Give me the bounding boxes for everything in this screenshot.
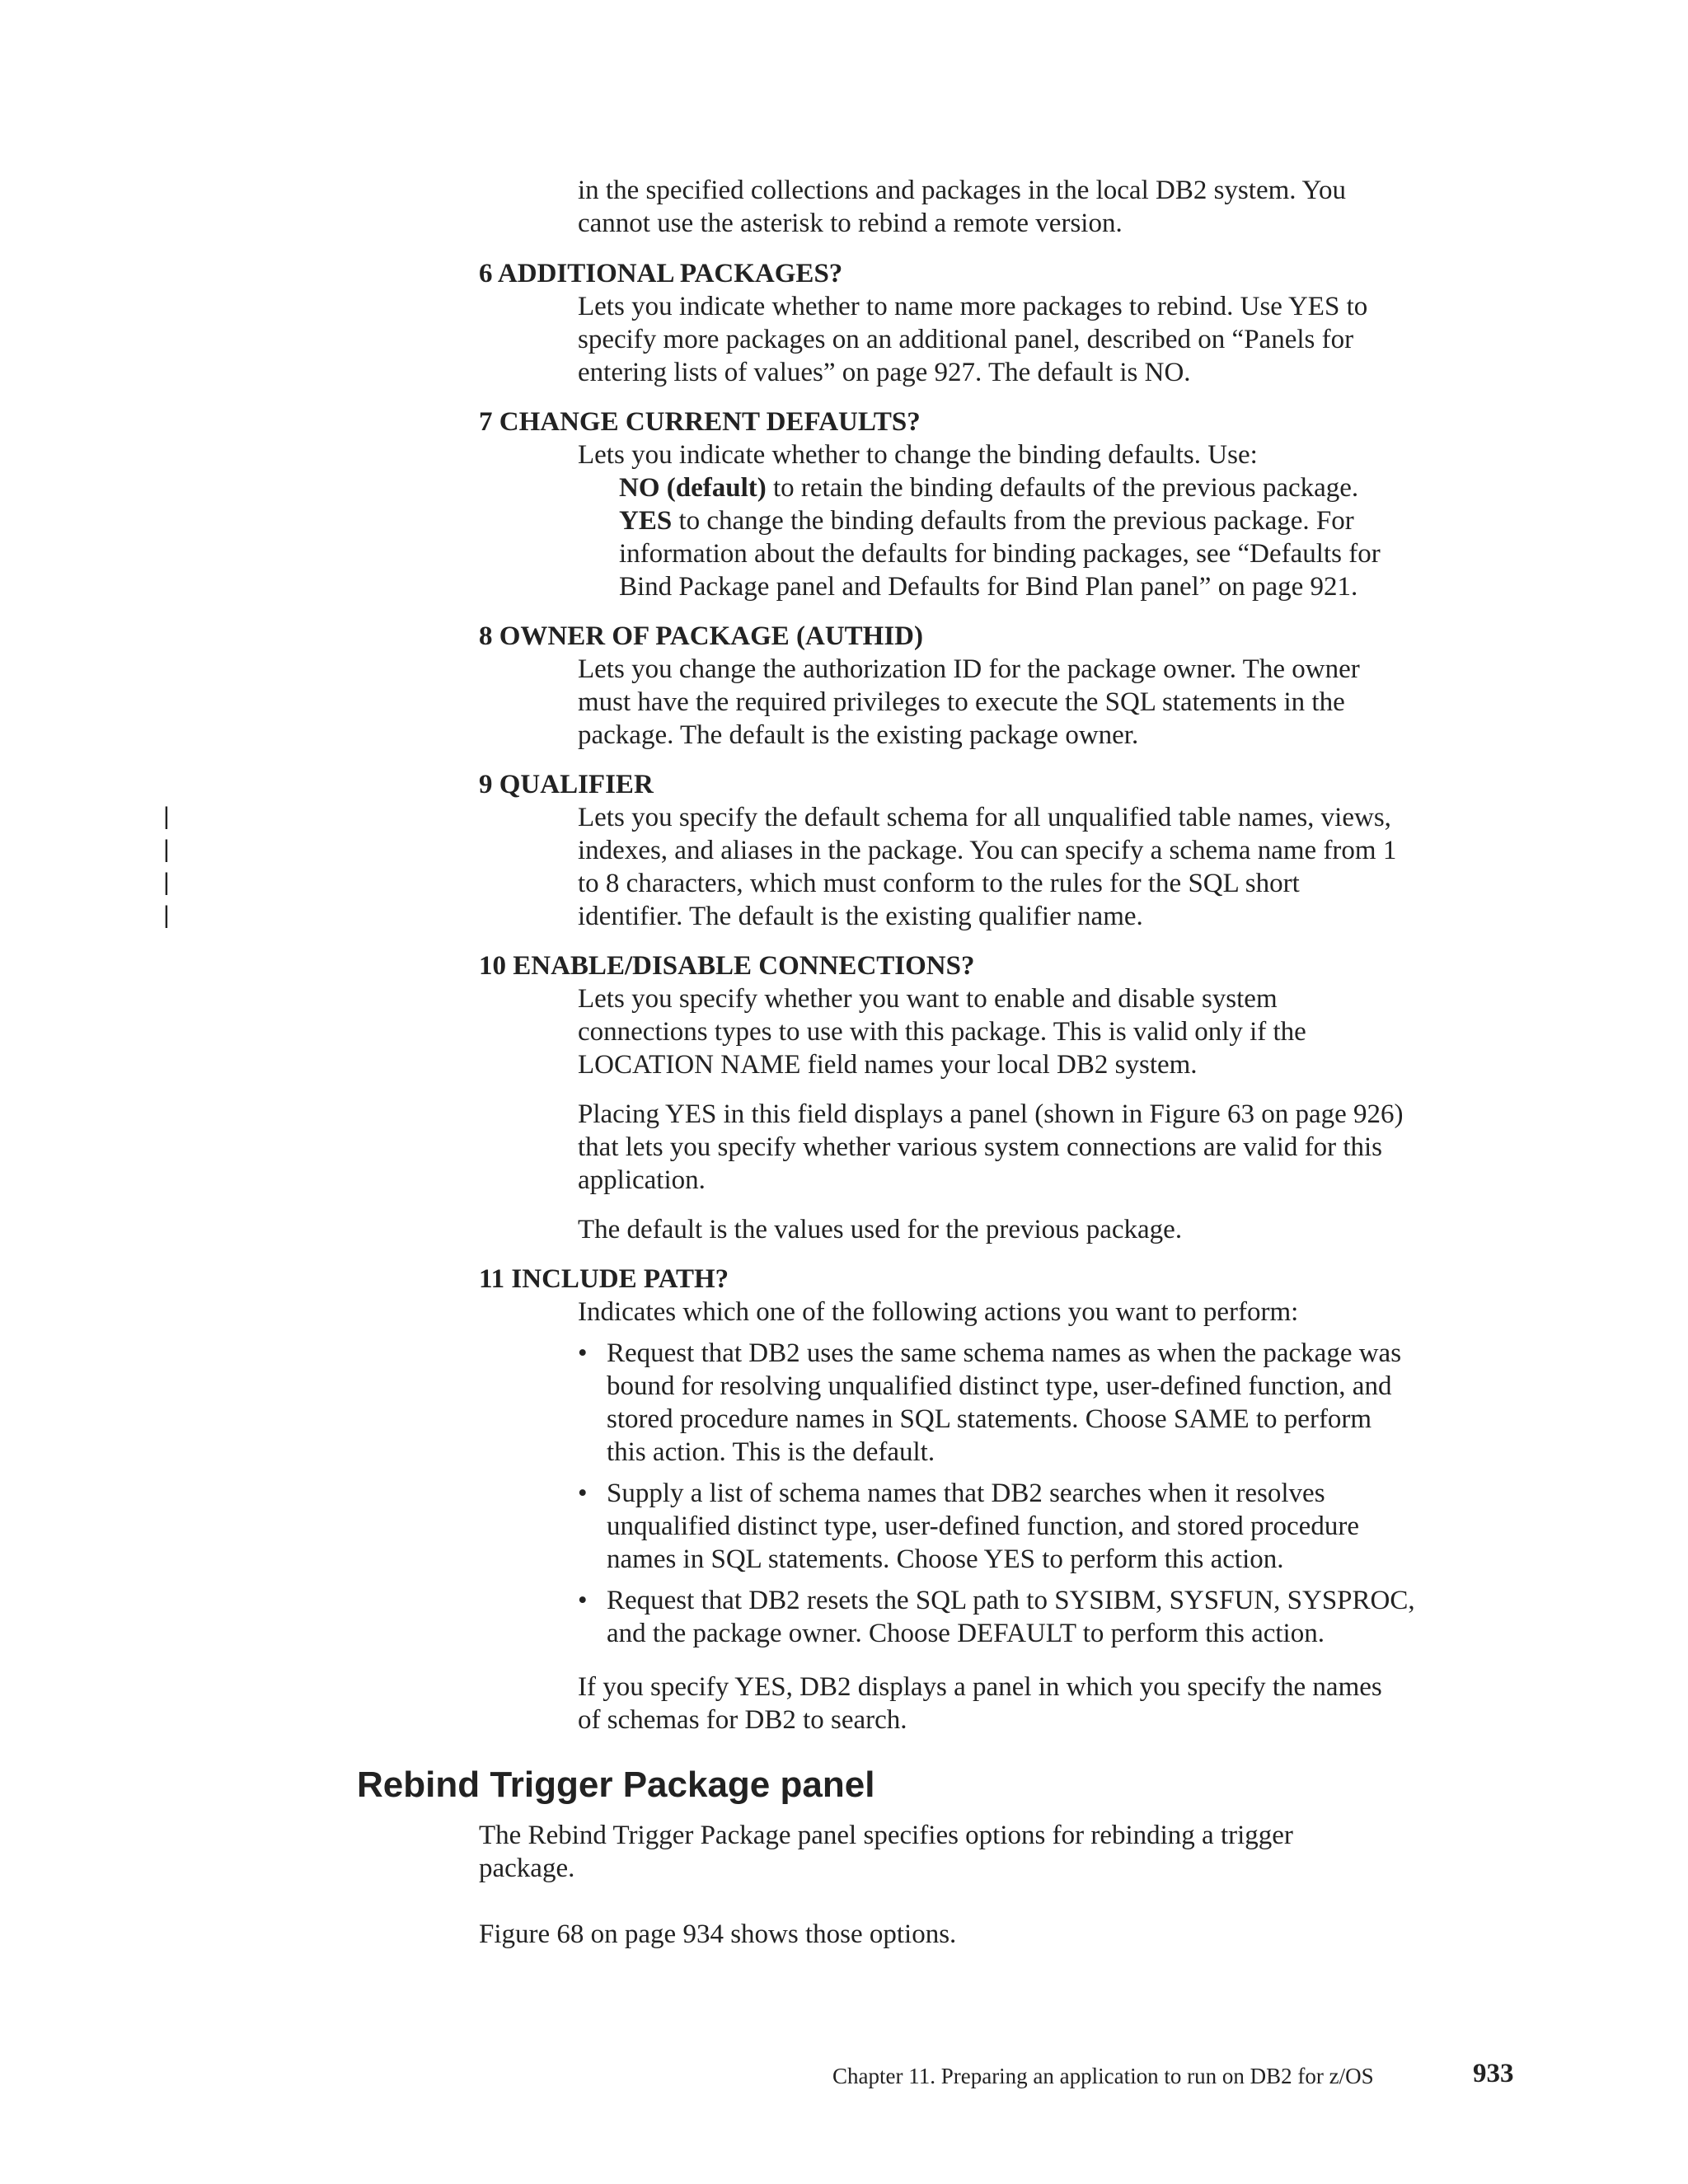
page-number: 933 bbox=[1473, 2059, 1514, 2088]
definition-line: Lets you indicate whether to change the binding defaults. Use: bbox=[578, 440, 1258, 470]
intro-line: in the specified collections and packages in the local DB2 system. You bbox=[578, 176, 1347, 205]
option-text-line: Bind Package panel and Defaults for Bind Plan panel” on page 921. bbox=[619, 572, 1358, 602]
definition-line: specify more packages on an additional panel, described on “Panels for bbox=[578, 325, 1354, 354]
definition-line: to 8 characters, which must conform to the rules for the SQL short bbox=[578, 869, 1300, 898]
definition-line: Placing YES in this field displays a panel (shown in Figure 63 on page 926) bbox=[578, 1099, 1404, 1129]
definition-line: Indicates which one of the following actions you want to perform: bbox=[578, 1297, 1299, 1327]
bullet-marker: • bbox=[578, 1479, 588, 1508]
term-change-current-defaults: 7 CHANGE CURRENT DEFAULTS? bbox=[479, 407, 921, 437]
term-owner-of-package: 8 OWNER OF PACKAGE (AUTHID) bbox=[479, 621, 923, 651]
option-no-line bbox=[619, 471, 1526, 504]
option-text: to change the binding defaults from the previous package. For bbox=[672, 506, 1354, 536]
term-enable-disable-connections: 10 ENABLE/DISABLE CONNECTIONS? bbox=[479, 951, 975, 981]
bullet-marker: • bbox=[578, 1338, 588, 1368]
bullet-line: names in SQL statements. Choose YES to perform this action. bbox=[607, 1544, 1284, 1574]
change-bar: | bbox=[163, 836, 170, 863]
definition-line: The default is the values used for the previous package. bbox=[578, 1215, 1183, 1244]
section-heading: Rebind Trigger Package panel bbox=[357, 1765, 875, 1805]
section-paragraph-line: Figure 68 on page 934 shows those options. bbox=[479, 1919, 957, 1949]
definition-line: Lets you specify whether you want to enable and disable system bbox=[578, 984, 1278, 1014]
option-yes-line bbox=[619, 504, 1526, 537]
definition-line: identifier. The default is the existing qualifier name. bbox=[578, 902, 1143, 931]
definition-line: entering lists of values” on page 927. The default is NO. bbox=[578, 358, 1191, 387]
bullet-line: and the package owner. Choose DEFAULT to perform this action. bbox=[607, 1619, 1325, 1648]
change-bar: | bbox=[163, 803, 170, 830]
bullet-line: Supply a list of schema names that DB2 searches when it resolves bbox=[607, 1479, 1325, 1508]
bullet-line: Request that DB2 uses the same schema names as when the package was bbox=[607, 1338, 1402, 1368]
option-keyword-yes: YES bbox=[619, 506, 673, 536]
definition-line: of schemas for DB2 to search. bbox=[578, 1705, 907, 1735]
section-paragraph-line: package. bbox=[479, 1854, 575, 1883]
definition-line: Lets you specify the default schema for all unqualified table names, views, bbox=[578, 803, 1391, 832]
definition-line: If you specify YES, DB2 displays a panel in which you specify the names bbox=[578, 1672, 1382, 1702]
intro-line: cannot use the asterisk to rebind a remote version. bbox=[578, 209, 1123, 238]
option-keyword-no: NO (default) bbox=[619, 473, 767, 503]
definition-line: LOCATION NAME field names your local DB2 system. bbox=[578, 1050, 1198, 1080]
bullet-line: Request that DB2 resets the SQL path to SYSIBM, SYSFUN, SYSPROC, bbox=[607, 1586, 1415, 1615]
bullet-line: stored procedure names in SQL statements. Choose SAME to perform bbox=[607, 1404, 1372, 1434]
section-paragraph-line: The Rebind Trigger Package panel specifies options for rebinding a trigger bbox=[479, 1821, 1293, 1850]
definition-line: that lets you specify whether various system connections are valid for this bbox=[578, 1132, 1382, 1162]
definition-line: must have the required privileges to execute the SQL statements in the bbox=[578, 687, 1345, 717]
definition-line: package. The default is the existing package owner. bbox=[578, 720, 1139, 750]
change-bar: | bbox=[163, 902, 170, 929]
footer-chapter-title: Chapter 11. Preparing an application to run on DB2 for z/OS bbox=[832, 2064, 1374, 2088]
bullet-line: this action. This is the default. bbox=[607, 1437, 935, 1467]
term-include-path: 11 INCLUDE PATH? bbox=[479, 1264, 729, 1294]
definition-line: application. bbox=[578, 1165, 706, 1195]
option-text: to retain the binding defaults of the previous package. bbox=[766, 473, 1359, 503]
bullet-line: unqualified distinct type, user-defined function, and stored procedure bbox=[607, 1511, 1359, 1541]
option-text-line: information about the defaults for binding packages, see “Defaults for bbox=[619, 539, 1381, 569]
bullet-line: bound for resolving unqualified distinct type, user-defined function, and bbox=[607, 1371, 1392, 1401]
definition-line: connections types to use with this package. This is valid only if the bbox=[578, 1017, 1306, 1047]
definition-line: Lets you change the authorization ID for the package owner. The owner bbox=[578, 654, 1360, 684]
change-bar: | bbox=[163, 869, 170, 896]
term-qualifier: 9 QUALIFIER bbox=[479, 770, 654, 799]
definition-line: Lets you indicate whether to name more packages to rebind. Use YES to bbox=[578, 292, 1368, 321]
bullet-marker: • bbox=[578, 1586, 588, 1615]
term-additional-packages: 6 ADDITIONAL PACKAGES? bbox=[479, 259, 843, 288]
definition-line: indexes, and aliases in the package. You can specify a schema name from 1 bbox=[578, 836, 1397, 865]
